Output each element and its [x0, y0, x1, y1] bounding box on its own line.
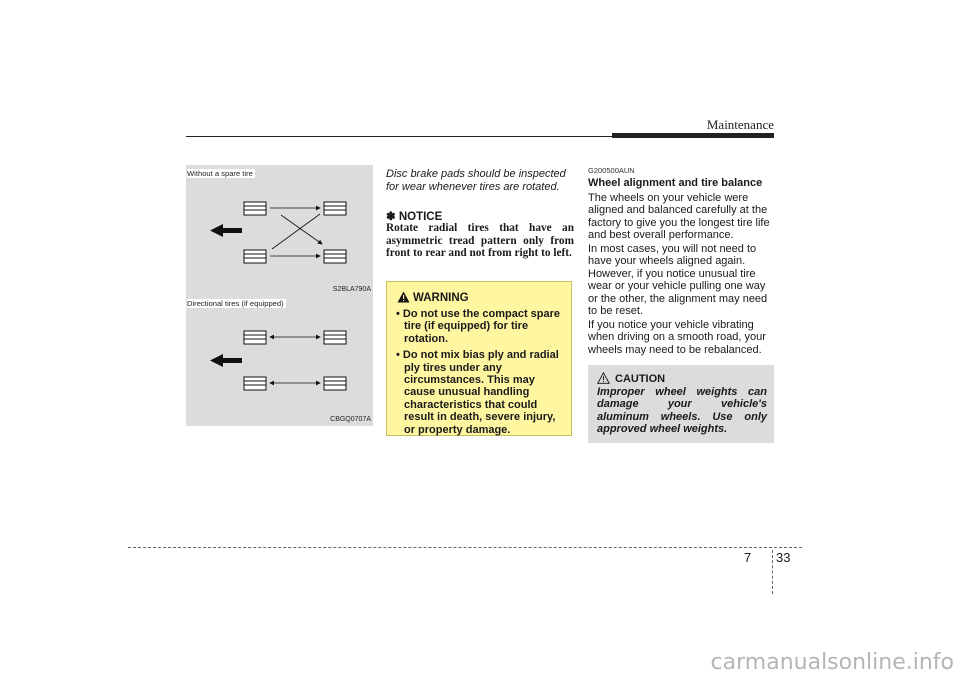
figure-code: S2BLA790A: [332, 286, 371, 293]
tire-rear-left: [244, 250, 266, 263]
page-chapter: 7: [744, 550, 752, 565]
warning-item: • Do not mix bias ply and radial ply tires under any circumstances. This may cause unusual handling characteristics that could result in death, severe injury, or property damage.: [396, 349, 559, 436]
warning-list: [393, 308, 567, 440]
warning-item: • Do not use the compact spare tire (if equipped) for tire rotation.: [396, 308, 561, 345]
warning-title: WARNING: [413, 292, 469, 304]
paragraph: In most cases, you will not need to have your wheels aligned again. However, if you notice unusual tire wear or your vehicle pulling one way or the other, the alignment may need to be reset.: [588, 243, 768, 318]
tire-front-right: [324, 331, 346, 344]
notice-heading: ✽ NOTICE: [386, 211, 443, 223]
caution-text: Improper wheel weights can damage your vehicle's aluminum wheels. Use only approved wheel weights.: [597, 386, 767, 436]
header-title: Maintenance: [706, 117, 774, 132]
rotation-diagram-cross: [186, 165, 373, 297]
watermark: carmanualsonline.info: [710, 650, 954, 675]
section-title: Wheel alignment and tire balance: [588, 177, 763, 189]
tire-front-left: [244, 202, 266, 215]
figure-without-spare: [186, 165, 373, 297]
direction-arrow-icon: [210, 354, 242, 367]
tire-front-left: [244, 331, 266, 344]
tire-rear-left: [244, 377, 266, 390]
rotation-diagram-directional: [186, 297, 373, 426]
caution-triangle-icon: [597, 372, 610, 384]
tire-rear-right: [324, 250, 346, 263]
paragraph: The wheels on your vehicle were aligned and balanced carefully at the factory to give you the longest tire life and best overall performance.: [588, 192, 770, 242]
notice-text: Rotate radial tires that have an asymmetric tread pattern only from front to rear and not from right to left.: [386, 222, 574, 259]
paragraph: If you notice your vehicle vibrating when driving on a smooth road, your wheels may need to be rebalanced.: [588, 319, 766, 356]
figure-directional: [186, 297, 373, 426]
figure-caption: Without a spare tire: [187, 169, 253, 178]
page-number: 33: [776, 550, 791, 565]
figure-caption: Directional tires (if equipped): [187, 299, 284, 308]
tire-rear-right: [324, 377, 346, 390]
figure-code: CBGQ0707A: [330, 416, 371, 423]
warning-box: [386, 281, 572, 436]
page-divider: [772, 550, 773, 594]
warning-triangle-icon: [397, 291, 410, 303]
caution-title: CAUTION: [615, 373, 666, 385]
brake-pad-note: Disc brake pads should be inspected for wear whenever tires are rotated.: [386, 168, 566, 193]
header-rule: [186, 136, 612, 137]
section-code: G200500AUN: [588, 166, 635, 175]
tire-front-right: [324, 202, 346, 215]
direction-arrow-icon: [210, 224, 242, 237]
footer-rule: [128, 547, 802, 548]
caution-box: [588, 365, 774, 443]
header-bar: [612, 133, 774, 138]
